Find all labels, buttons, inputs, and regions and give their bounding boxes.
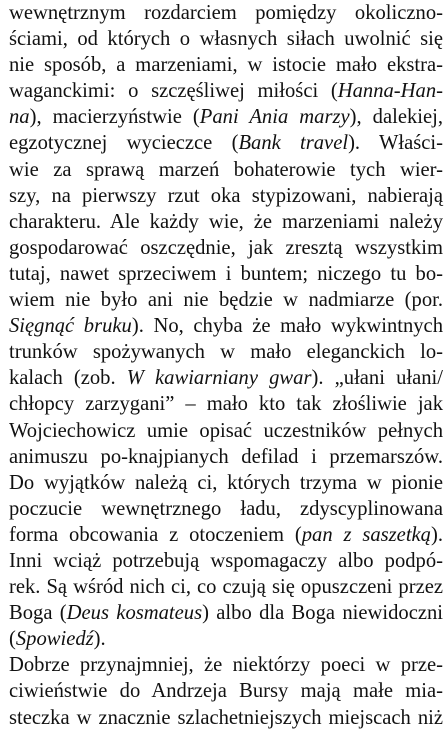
text-segment: ). (93, 628, 106, 651)
italic-title-segment: Hanna-Han- (337, 80, 443, 103)
text-segment: ciwieństwie do Andrzeja Bursy mają małe mia- (9, 680, 443, 703)
text-line (9, 313, 443, 339)
text-line (9, 157, 443, 183)
text-segment: wie za sprawą marzeń bohaterowie tych wier- (9, 158, 443, 181)
text-segment: forma obcowania z otoczeniem ( (9, 523, 302, 546)
italic-title-segment: W kawiarniany gwar (126, 367, 312, 390)
text-line (9, 104, 443, 130)
text-segment: Boga ( (9, 602, 67, 625)
text-line (9, 652, 443, 678)
text-line (9, 183, 443, 209)
text-segment: egzotycznej wycieczce ( (9, 132, 239, 155)
text-segment: rek. Są wśród nich ci, co czują się opuszczeni przez (9, 576, 443, 599)
text-line (9, 0, 443, 26)
text-line (9, 339, 443, 365)
text-line (9, 130, 443, 156)
text-line (9, 287, 443, 313)
text-line (9, 391, 443, 417)
text-line (9, 52, 443, 78)
text-segment: Do wyjątków należą ci, których trzyma w pionie (9, 471, 443, 494)
text-line (9, 522, 443, 548)
text-segment: kalach (zob. (9, 367, 127, 390)
text-segment: Inni wciąż potrzebują wspomagaczy albo podpó- (9, 549, 443, 572)
text-segment: chłopcy zarzygani” – mało kto tak złośliwie jak (9, 393, 443, 416)
italic-title-segment: Spowiedź (15, 628, 94, 651)
text-segment: steczka w znacznie szlachetniejszych miejscach niż (9, 706, 443, 729)
text-segment: Dobrze przynajmniej, że niektórzy poeci w prze- (9, 654, 443, 677)
text-line (9, 78, 443, 104)
text-line (9, 470, 443, 496)
text-line (9, 209, 443, 235)
text-segment: ). (430, 523, 443, 546)
text-segment: animuszu po-knajpianych defilad i przemarszów. (9, 445, 443, 468)
italic-title-segment: Bank travel (238, 132, 349, 155)
text-segment: ( (9, 628, 16, 651)
text-line (9, 705, 443, 731)
text-segment: ). Właści- (348, 132, 443, 155)
italic-title-segment: Pani Ania marzy (199, 106, 350, 129)
document-page (9, 0, 443, 731)
text-segment: nie sposób, a marzeniami, w istocie mało ekstra- (9, 54, 443, 77)
text-line (9, 418, 443, 444)
text-segment: ), macierzyństwie ( (29, 106, 200, 129)
text-line (9, 261, 443, 287)
text-line (9, 548, 443, 574)
text-segment: ), dalekiej, (349, 106, 444, 129)
text-line (9, 365, 443, 391)
text-line (9, 574, 443, 600)
text-segment: tutaj, nawet sprzeciwem i buntem; niczego tu bo- (9, 262, 443, 285)
text-line (9, 678, 443, 704)
text-segment: ). No, chyba że mało wykwintnych (131, 315, 443, 338)
text-segment: ściami, od których o własnych siłach uwolnić się (9, 28, 443, 51)
text-segment: Wojciechowicz umie opisać uczestników pełnych (9, 419, 443, 442)
text-line (9, 496, 443, 522)
italic-title-segment: Deus kosmateus (66, 602, 203, 625)
italic-title-segment: pan z saszetką (301, 523, 431, 546)
text-segment: ). „ułani ułani/ (311, 367, 443, 390)
text-line (9, 26, 443, 52)
text-segment: wiem nie było ani nie będzie w nadmiarze (por. (9, 289, 443, 312)
text-segment: wewnętrznym rozdarciem pomiędzy okoliczno- (9, 2, 443, 24)
italic-title-segment: na (9, 106, 30, 129)
text-line (9, 235, 443, 261)
text-segment: szy, na pierwszy rzut oka stypizowani, nabierają (9, 184, 443, 207)
text-segment: poczucie wewnętrznego ładu, zdyscyplinowana (9, 497, 443, 520)
text-line (9, 444, 443, 470)
text-segment: ) albo dla Boga niewidoczni (202, 602, 443, 625)
text-segment: waganckimi: o szczęśliwej miłości ( (9, 80, 338, 103)
text-line (9, 600, 443, 626)
text-line (9, 626, 443, 652)
italic-title-segment: Sięgnąć bruku (9, 315, 132, 338)
text-segment: charakteru. Ale każdy wie, że marzeniami należy (9, 210, 443, 233)
text-segment: gospodarować oszczędnie, jak zresztą wszystkim (9, 236, 443, 259)
text-segment: trunków spożywanych w mało eleganckich lo- (9, 341, 443, 364)
